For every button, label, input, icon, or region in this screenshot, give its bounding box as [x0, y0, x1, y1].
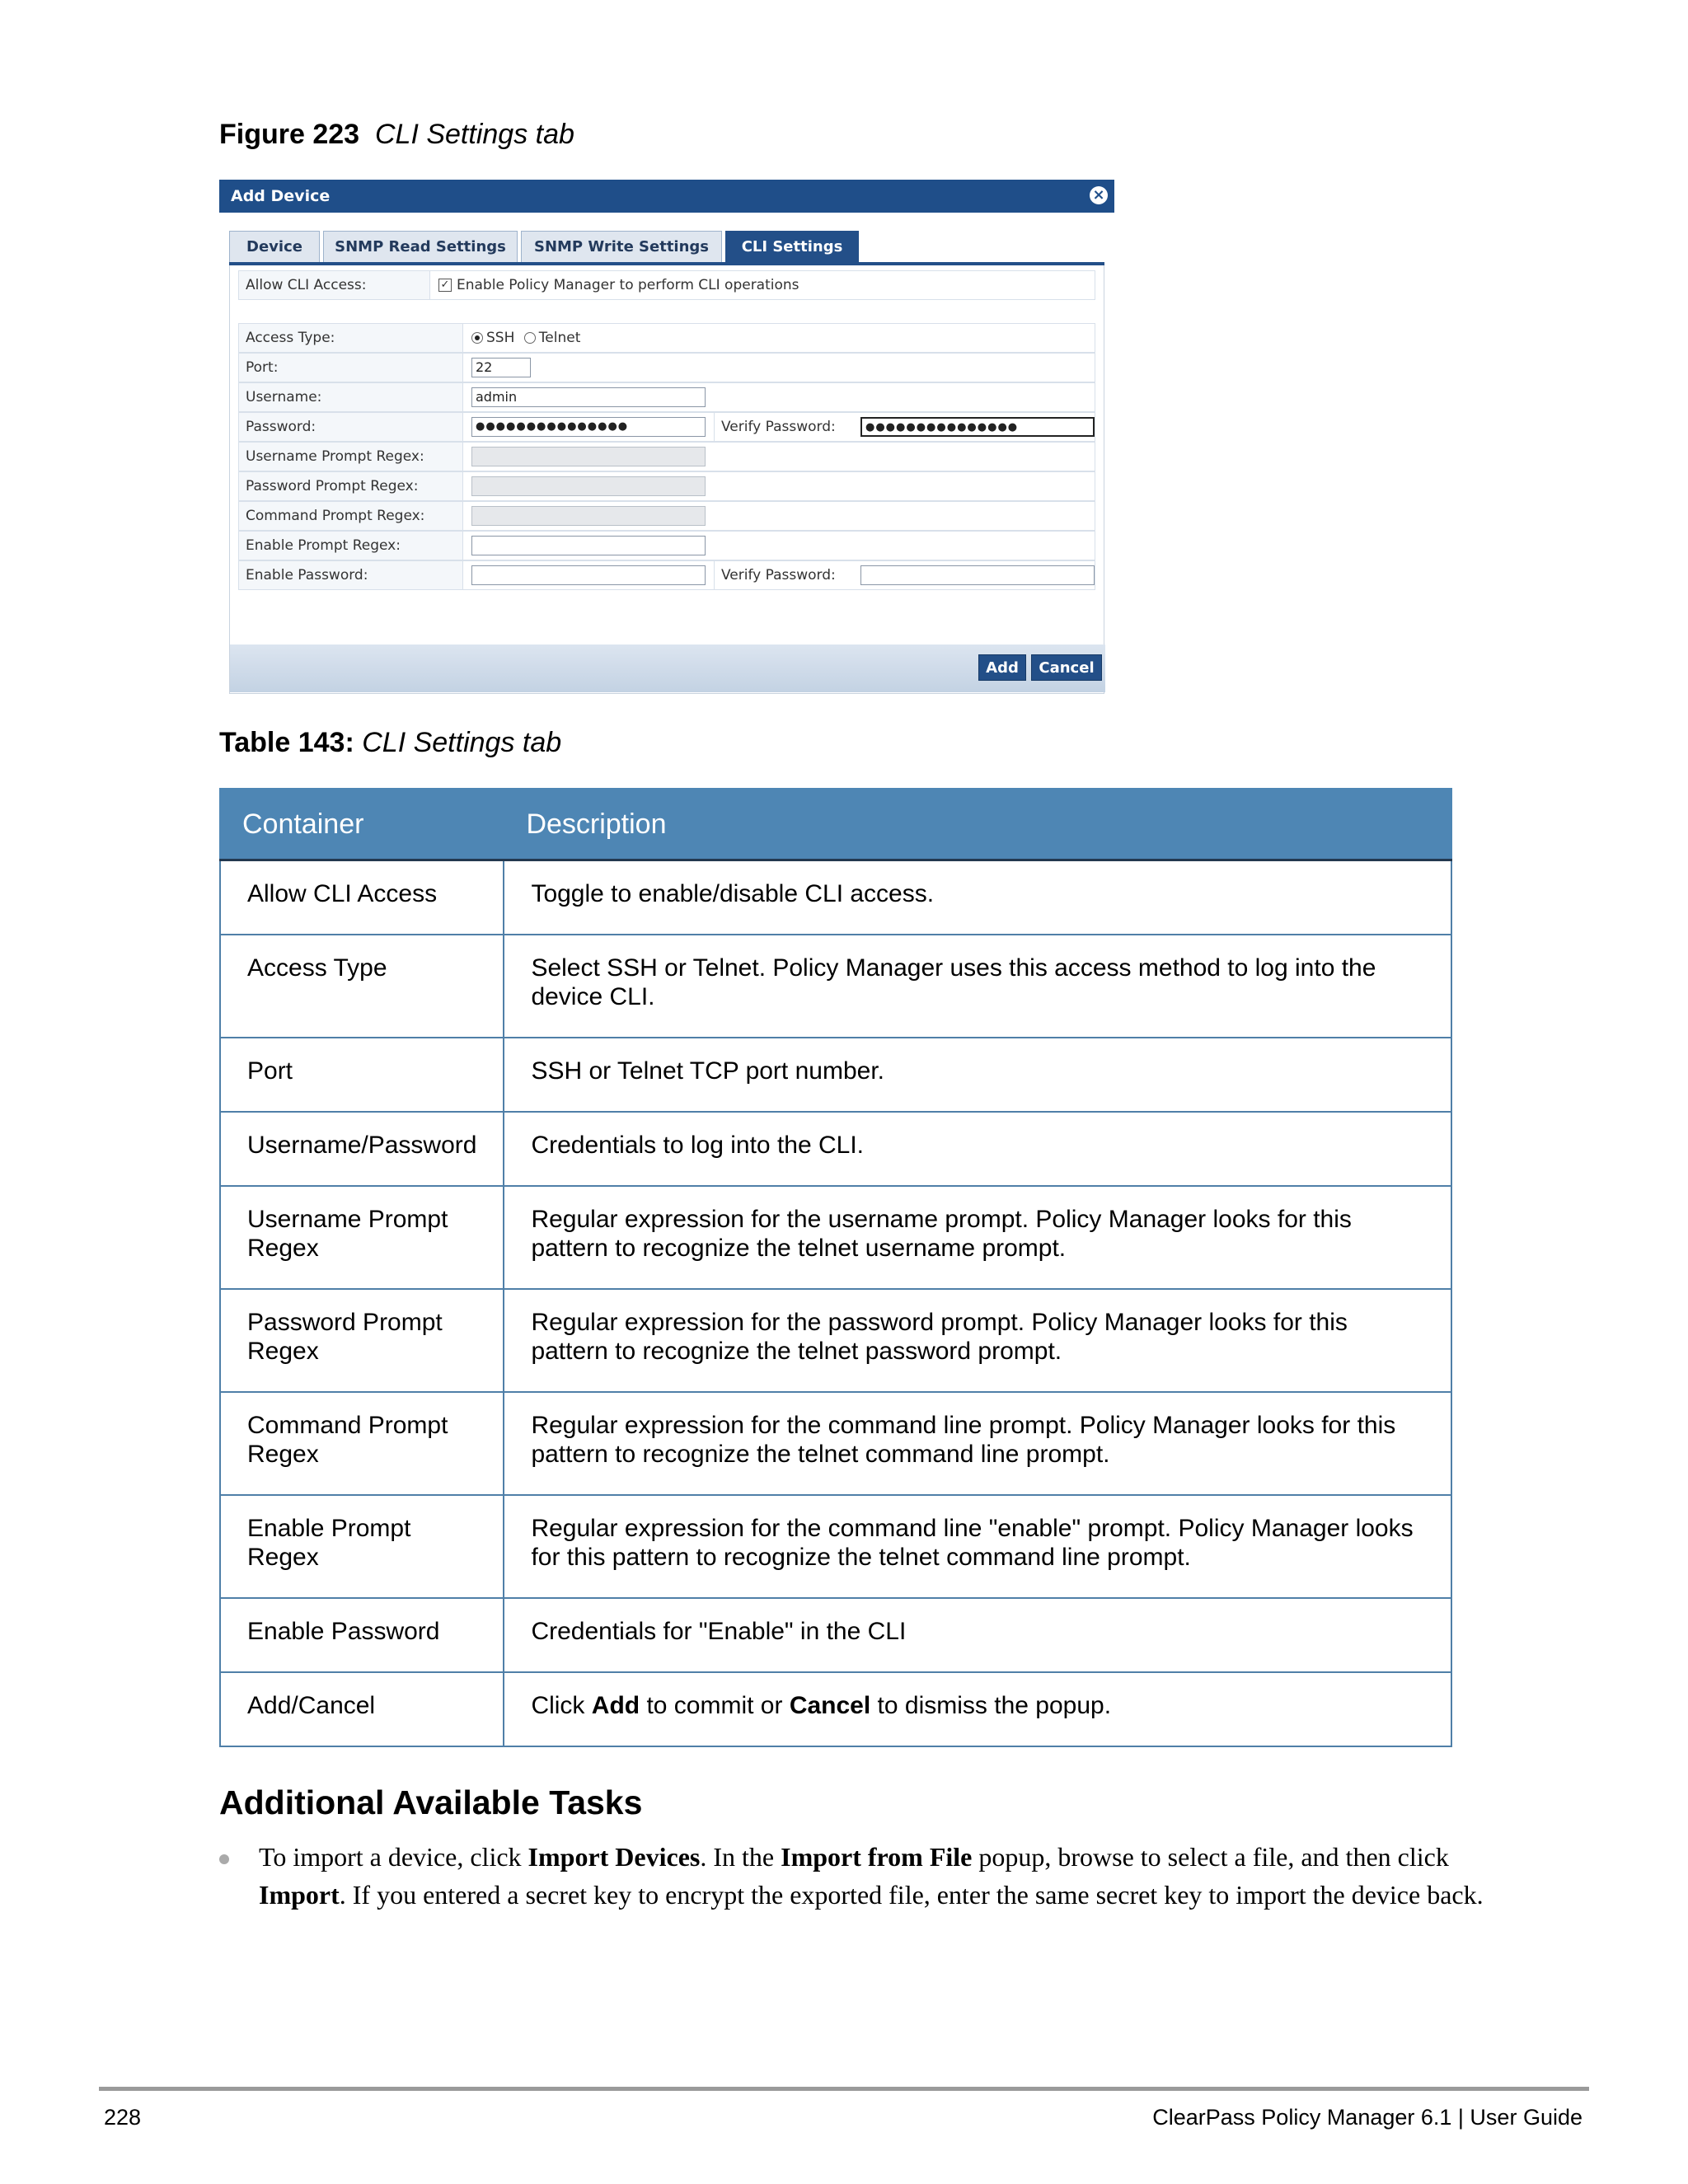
- cell-container: Enable Prompt Regex: [220, 1495, 504, 1598]
- bullet-text: . If you entered a secret key to encrypt the exported file, enter the same secret key to import the device back.: [339, 1880, 1484, 1910]
- footer-doc-title: ClearPass Policy Manager 6.1 | User Guide: [1152, 2105, 1582, 2130]
- dialog-footer: [230, 644, 1105, 692]
- username-regex-label: Username Prompt Regex:: [239, 443, 463, 471]
- tab-snmp-write[interactable]: SNMP Write Settings: [521, 231, 722, 262]
- cell-container: Add/Cancel: [220, 1672, 504, 1746]
- cell-description: Regular expression for the username prompt. Policy Manager looks for this pattern to recognize the telnet username prompt.: [504, 1186, 1451, 1289]
- header-container: Container: [220, 789, 504, 860]
- table-row: [220, 1186, 1451, 1289]
- page-number: 228: [104, 2105, 142, 2130]
- row-username: [238, 382, 1095, 412]
- cell-container: Username Prompt Regex: [220, 1186, 504, 1289]
- cancel-button[interactable]: Cancel: [1031, 654, 1102, 681]
- bullet-text: . In the: [700, 1842, 781, 1872]
- table-row: [220, 1289, 1451, 1392]
- password-input[interactable]: ●●●●●●●●●●●●●●●: [471, 417, 706, 437]
- dialog-title: Add Device: [231, 187, 331, 205]
- desc-text: to dismiss the popup.: [870, 1691, 1112, 1719]
- username-input[interactable]: admin: [471, 387, 706, 407]
- footer-rule: [99, 2087, 1589, 2091]
- figure-caption: [219, 119, 574, 151]
- cli-settings-panel: [229, 265, 1104, 694]
- table-row: [220, 860, 1451, 935]
- table-row: [220, 1038, 1451, 1112]
- telnet-radio-label: Telnet: [538, 330, 581, 346]
- table-title: CLI Settings tab: [362, 727, 562, 758]
- table-row: [220, 1672, 1451, 1746]
- bullet-paragraph: [259, 1838, 1611, 1914]
- table-row: [220, 1112, 1451, 1186]
- figure-title: CLI Settings tab: [374, 119, 574, 150]
- enable-regex-label: Enable Prompt Regex:: [239, 532, 463, 560]
- cell-description: SSH or Telnet TCP port number.: [504, 1038, 1451, 1112]
- tab-cli-settings[interactable]: CLI Settings: [725, 231, 859, 262]
- row-access-type: [238, 323, 1095, 353]
- port-input[interactable]: 22: [471, 358, 531, 377]
- password-regex-input[interactable]: [471, 476, 706, 496]
- row-password-regex: [238, 471, 1095, 501]
- add-button[interactable]: Add: [978, 654, 1026, 681]
- username-regex-input[interactable]: [471, 447, 706, 466]
- cell-description: Regular expression for the password prompt. Policy Manager looks for this pattern to recognize the telnet password prompt.: [504, 1289, 1451, 1392]
- bullet-bold-import-devices: Import Devices: [528, 1842, 701, 1872]
- bullet-text: popup, browse to select a file, and then click: [972, 1842, 1449, 1872]
- desc-cancel: Cancel: [789, 1691, 871, 1719]
- close-icon[interactable]: ×: [1090, 186, 1108, 204]
- bullet-text: To import a device, click: [259, 1842, 528, 1872]
- cell-container: Command Prompt Regex: [220, 1392, 504, 1495]
- cell-container: Password Prompt Regex: [220, 1289, 504, 1392]
- table-label: Table 143:: [219, 727, 354, 758]
- cell-container: Allow CLI Access: [220, 860, 504, 935]
- cell-description: Select SSH or Telnet. Policy Manager uses this access method to log into the device CLI.: [504, 935, 1451, 1038]
- cell-container: Enable Password: [220, 1598, 504, 1672]
- row-allow-cli: [238, 270, 1095, 300]
- table-row: [220, 935, 1451, 1038]
- row-command-regex: [238, 501, 1095, 531]
- desc-text: Click: [531, 1691, 592, 1719]
- cell-description: Toggle to enable/disable CLI access.: [504, 860, 1451, 935]
- ssh-radio-label: SSH: [486, 330, 515, 346]
- bullet-bold-import: Import: [259, 1880, 340, 1910]
- cell-description: Credentials to log into the CLI.: [504, 1112, 1451, 1186]
- enable-regex-input[interactable]: [471, 536, 706, 555]
- verify-password-input[interactable]: ●●●●●●●●●●●●●●●: [860, 417, 1095, 437]
- cell-description: Regular expression for the command line prompt. Policy Manager looks for this pattern to recognize the telnet command line prompt.: [504, 1392, 1451, 1495]
- table-header-row: [220, 789, 1451, 860]
- cli-settings-table: [219, 788, 1452, 1747]
- allow-cli-label: Allow CLI Access:: [239, 271, 430, 299]
- add-device-dialog: [219, 180, 1114, 694]
- row-enable-regex: [238, 531, 1095, 560]
- cell-description: Credentials for "Enable" in the CLI: [504, 1598, 1451, 1672]
- enable-verify-password-input[interactable]: [860, 565, 1095, 585]
- table-caption: [219, 727, 561, 759]
- row-enable-password: [238, 560, 1095, 590]
- cell-container: Access Type: [220, 935, 504, 1038]
- tab-snmp-read[interactable]: SNMP Read Settings: [323, 231, 518, 262]
- desc-text: to commit or: [640, 1691, 790, 1719]
- cell-description: [504, 1672, 1451, 1746]
- cell-container: Username/Password: [220, 1112, 504, 1186]
- access-type-value: [471, 324, 580, 352]
- table-row: [220, 1598, 1451, 1672]
- dialog-title-bar: [219, 180, 1114, 213]
- bullet-bold-import-from-file: Import from File: [781, 1842, 973, 1872]
- row-port: [238, 353, 1095, 382]
- tab-device[interactable]: Device: [229, 231, 320, 262]
- cell-container: Port: [220, 1038, 504, 1112]
- password-regex-label: Password Prompt Regex:: [239, 472, 463, 500]
- enable-verify-password-label: Verify Password:: [714, 561, 836, 589]
- enable-password-label: Enable Password:: [239, 561, 463, 589]
- row-password: [238, 412, 1095, 442]
- enable-password-input[interactable]: [471, 565, 706, 585]
- desc-add: Add: [591, 1691, 640, 1719]
- port-label: Port:: [239, 354, 463, 382]
- verify-password-label: Verify Password:: [714, 413, 836, 441]
- allow-cli-checkbox-label: Enable Policy Manager to perform CLI operations: [457, 277, 799, 293]
- username-label: Username:: [239, 383, 463, 411]
- bullet-icon: [219, 1854, 229, 1864]
- ssh-radio[interactable]: [471, 332, 483, 344]
- password-label: Password:: [239, 413, 463, 441]
- table-row: [220, 1392, 1451, 1495]
- command-regex-input[interactable]: [471, 506, 706, 526]
- access-type-label: Access Type:: [239, 324, 463, 352]
- section-heading: Additional Available Tasks: [219, 1783, 643, 1821]
- header-description: Description: [504, 789, 1451, 860]
- allow-cli-value: [438, 271, 799, 299]
- figure-label: Figure 223: [219, 119, 360, 150]
- cell-description: Regular expression for the command line "enable" prompt. Policy Manager looks for this pattern to recognize the telnet command line prompt.: [504, 1495, 1451, 1598]
- table-row: [220, 1495, 1451, 1598]
- telnet-radio[interactable]: [524, 332, 536, 344]
- command-regex-label: Command Prompt Regex:: [239, 502, 463, 530]
- row-username-regex: [238, 442, 1095, 471]
- allow-cli-checkbox[interactable]: ✓: [438, 279, 452, 292]
